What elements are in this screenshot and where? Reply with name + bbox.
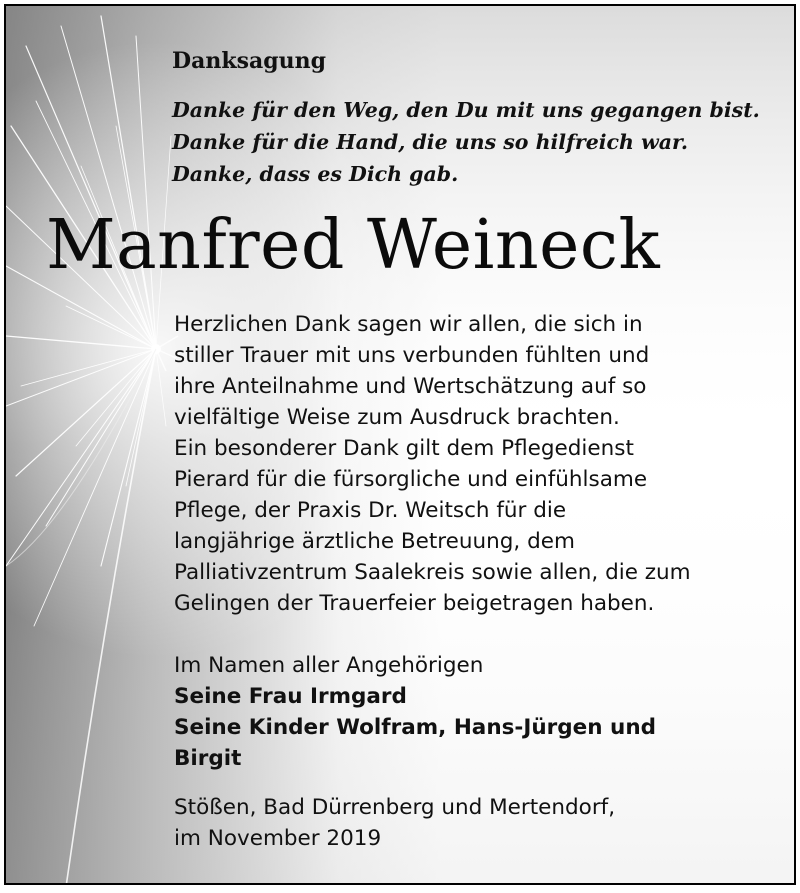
- thanks-line: Pflege, der Praxis Dr. Weitsch für die: [174, 498, 567, 523]
- signature-block: [174, 650, 656, 774]
- thanks-line: Ein besonderer Dank gilt dem Pflegedienst: [174, 436, 634, 461]
- thanks-line: stiller Trauer mit uns verbunden fühlten und: [174, 343, 650, 368]
- signature-wife: Seine Frau Irmgard: [174, 684, 407, 709]
- place-line: Stößen, Bad Dürrenberg und Mertendorf,: [174, 795, 616, 820]
- notice-heading: Danksagung: [172, 48, 326, 74]
- thanks-line: Herzlichen Dank sagen wir allen, die sich in: [174, 312, 643, 337]
- thanks-line: Gelingen der Trauerfeier beigetragen haben.: [174, 591, 655, 616]
- signature-children: Seine Kinder Wolfram, Hans-Jürgen und: [174, 715, 657, 740]
- verse-line: Danke, dass es Dich gab.: [172, 162, 459, 186]
- thanks-line: Palliativzentrum Saalekreis sowie allen, die zum: [174, 560, 691, 585]
- memorial-verse: [172, 94, 760, 190]
- signature-intro: Im Namen aller Angehörigen: [174, 653, 484, 678]
- notice-content: [6, 6, 794, 883]
- verse-line: Danke für die Hand, die uns so hilfreich war.: [172, 130, 689, 154]
- signature-children-cont: Birgit: [174, 746, 242, 771]
- thanks-line: ihre Anteilnahme und Wertschätzung auf so: [174, 374, 647, 399]
- verse-line: Danke für den Weg, den Du mit uns gegangen bist.: [172, 98, 760, 122]
- place-and-date: [174, 792, 615, 854]
- thanks-line: langjährige ärztliche Betreuung, dem: [174, 529, 575, 554]
- thanks-line: vielfältige Weise zum Ausdruck brachten.: [174, 405, 620, 430]
- obituary-thanks-notice: [4, 4, 796, 885]
- deceased-name: Manfred Weineck: [46, 206, 661, 285]
- thanks-text: [174, 309, 784, 619]
- thanks-line: Pierard für die fürsorgliche und einfühlsame: [174, 467, 648, 492]
- date-line: im November 2019: [174, 826, 382, 851]
